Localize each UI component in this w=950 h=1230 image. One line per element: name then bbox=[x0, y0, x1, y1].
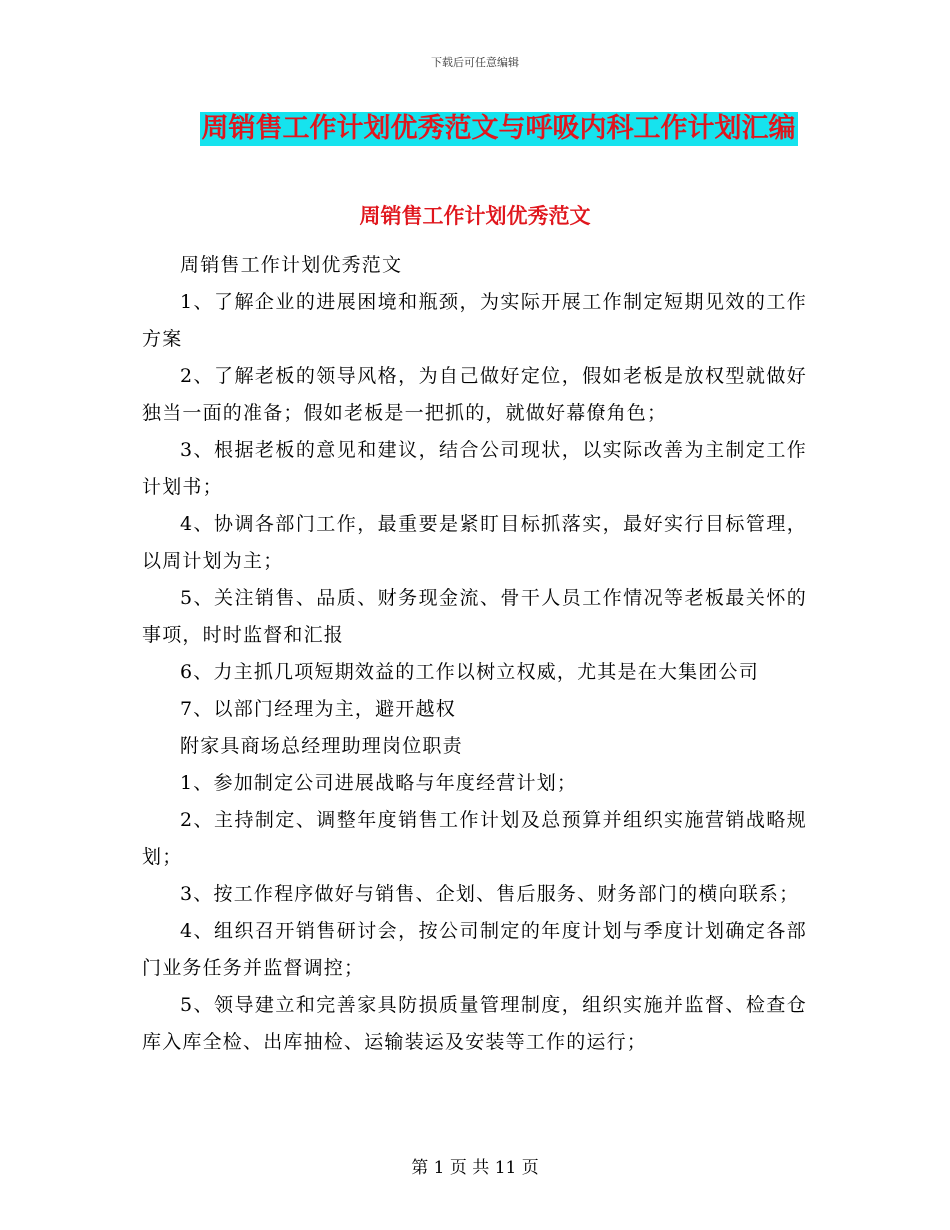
paragraph: 3、按工作程序做好与销售、企划、售后服务、财务部门的横向联系； bbox=[180, 883, 800, 905]
paragraph: 1、参加制定公司进展战略与年度经营计划； bbox=[180, 772, 578, 794]
main-title-container bbox=[0, 112, 950, 146]
header-note: 下载后可任意编辑 bbox=[431, 56, 519, 69]
paragraph: 4、协调各部门工作，最重要是紧盯目标抓落实，最好实行目标管理，以周计划为主； bbox=[142, 513, 807, 572]
paragraph: 6、力主抓几项短期效益的工作以树立权威，尤其是在大集团公司 bbox=[180, 661, 759, 683]
section-title: 周销售工作计划优秀范文 bbox=[359, 204, 591, 228]
document-body bbox=[142, 247, 807, 1061]
paragraph: 周销售工作计划优秀范文 bbox=[180, 254, 403, 276]
paragraph: 2、了解老板的领导风格，为自己做好定位，假如老板是放权型就做好独当一面的准备；假如老板是一把抓的，就做好幕僚角色； bbox=[142, 365, 807, 424]
paragraph: 5、领导建立和完善家具防损质量管理制度，组织实施并监督、检查仓库入库全检、出库抽检、运输装运及安装等工作的运行； bbox=[142, 994, 807, 1053]
paragraph: 4、组织召开销售研讨会，按公司制定的年度计划与季度计划确定各部门业务任务并监督调控； bbox=[142, 920, 807, 979]
paragraph: 5、关注销售、品质、财务现金流、骨干人员工作情况等老板最关怀的事项，时时监督和汇报 bbox=[142, 587, 807, 646]
paragraph: 7、以部门经理为主，避开越权 bbox=[180, 698, 456, 720]
paragraph: 2、主持制定、调整年度销售工作计划及总预算并组织实施营销战略规划； bbox=[142, 809, 807, 868]
paragraph: 1、了解企业的进展困境和瓶颈，为实际开展工作制定短期见效的工作方案 bbox=[142, 291, 807, 350]
paragraph: 3、根据老板的意见和建议，结合公司现状，以实际改善为主制定工作计划书； bbox=[142, 439, 807, 498]
paragraph: 附家具商场总经理助理岗位职责 bbox=[180, 735, 463, 757]
main-title: 周销售工作计划优秀范文与呼吸内科工作计划汇编 bbox=[201, 113, 796, 144]
page-number: 第 1 页 共 11 页 bbox=[411, 1158, 539, 1178]
